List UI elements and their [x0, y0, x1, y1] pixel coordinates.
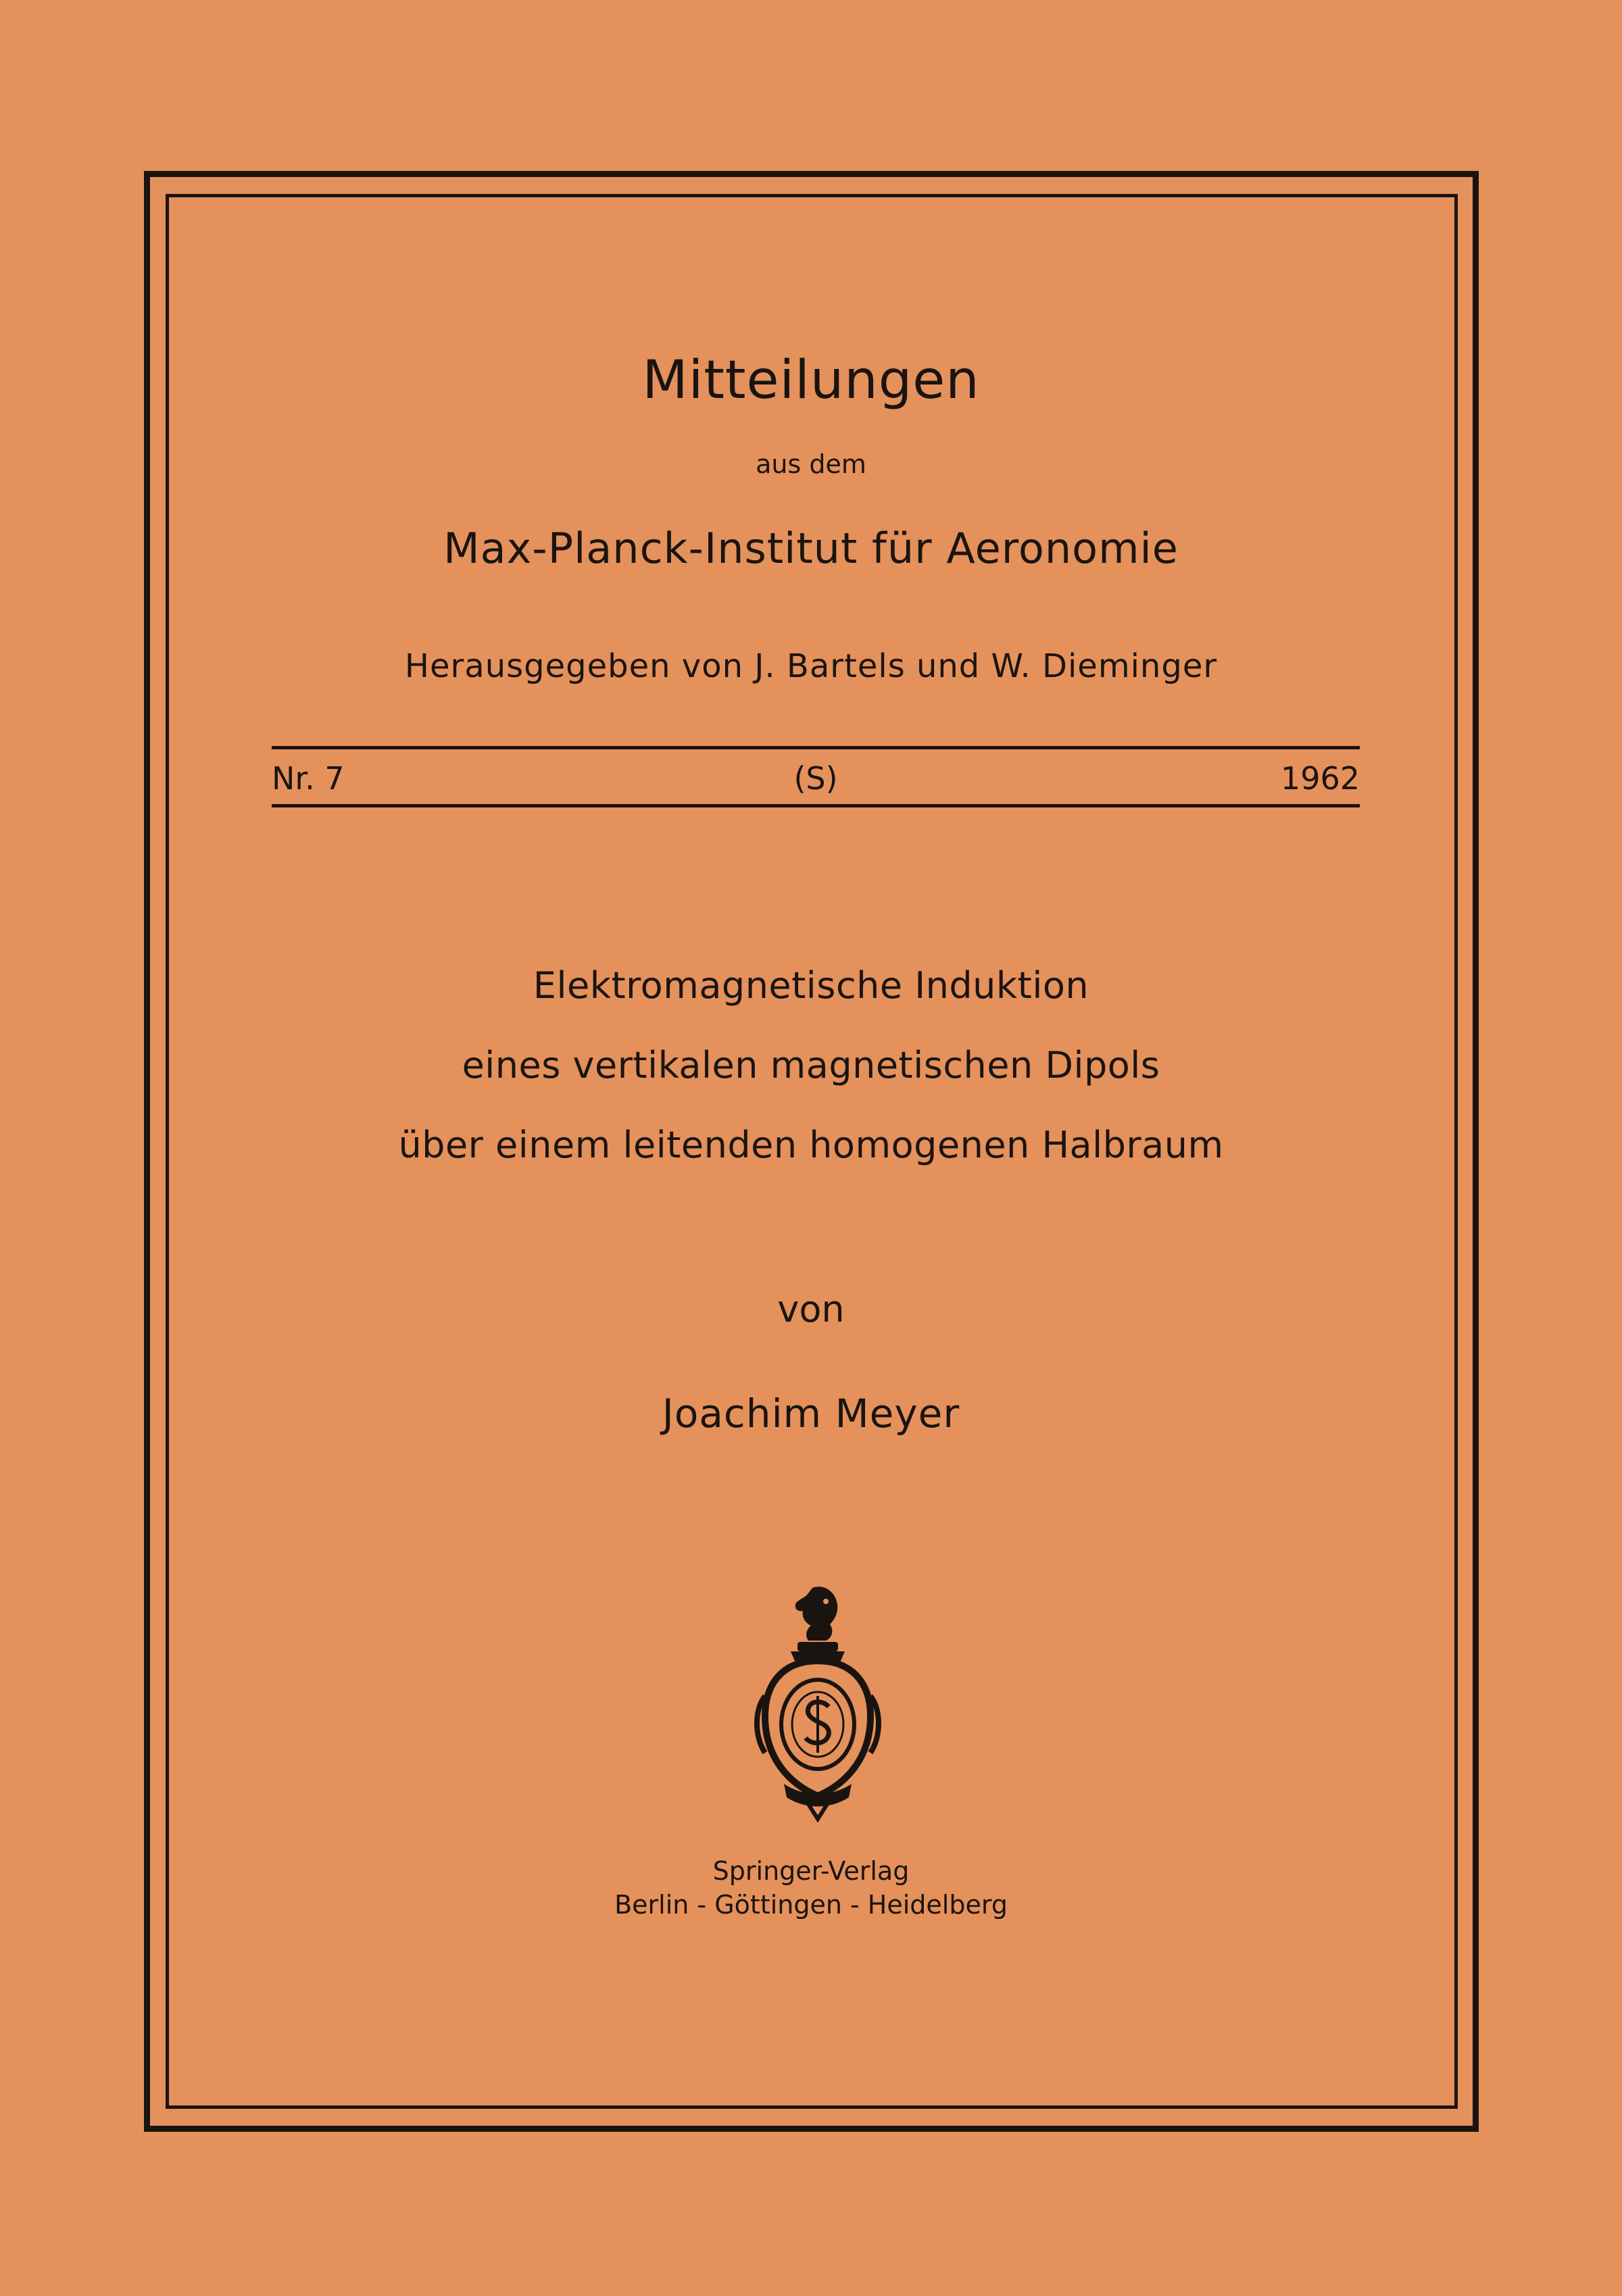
work-title [0, 946, 1622, 1185]
institute-name: Max-Planck-Institut für Aeronomie [443, 524, 1179, 573]
issue-year: 1962 [1280, 760, 1360, 797]
bottom-rule-divider [272, 804, 1360, 807]
series-title: Mitteilungen [642, 350, 980, 411]
editors-line: Herausgegeben von J. Bartels und W. Dieminger [404, 647, 1218, 685]
work-title-line: über einem leitenden homogenen Halbraum [398, 1124, 1224, 1166]
issue-series-code: (S) [793, 760, 838, 797]
publisher-cities: Berlin - Göttingen - Heidelberg [614, 1890, 1008, 1920]
publisher-block [0, 1854, 1622, 1922]
publisher-name: Springer-Verlag [712, 1856, 910, 1886]
work-title-line: Elektromagnetische Induktion [533, 964, 1089, 1007]
issue-info-row [272, 759, 1360, 797]
top-rule-divider [272, 746, 1360, 749]
author-name: Joachim Meyer [662, 1391, 960, 1437]
work-title-line: eines vertikalen magnetischen Dipols [462, 1044, 1160, 1087]
von-text: von [777, 1288, 845, 1330]
issue-number: Nr. 7 [272, 760, 345, 797]
springer-knight-logo-icon [750, 1581, 885, 1824]
aus-dem-text: aus dem [756, 449, 866, 479]
